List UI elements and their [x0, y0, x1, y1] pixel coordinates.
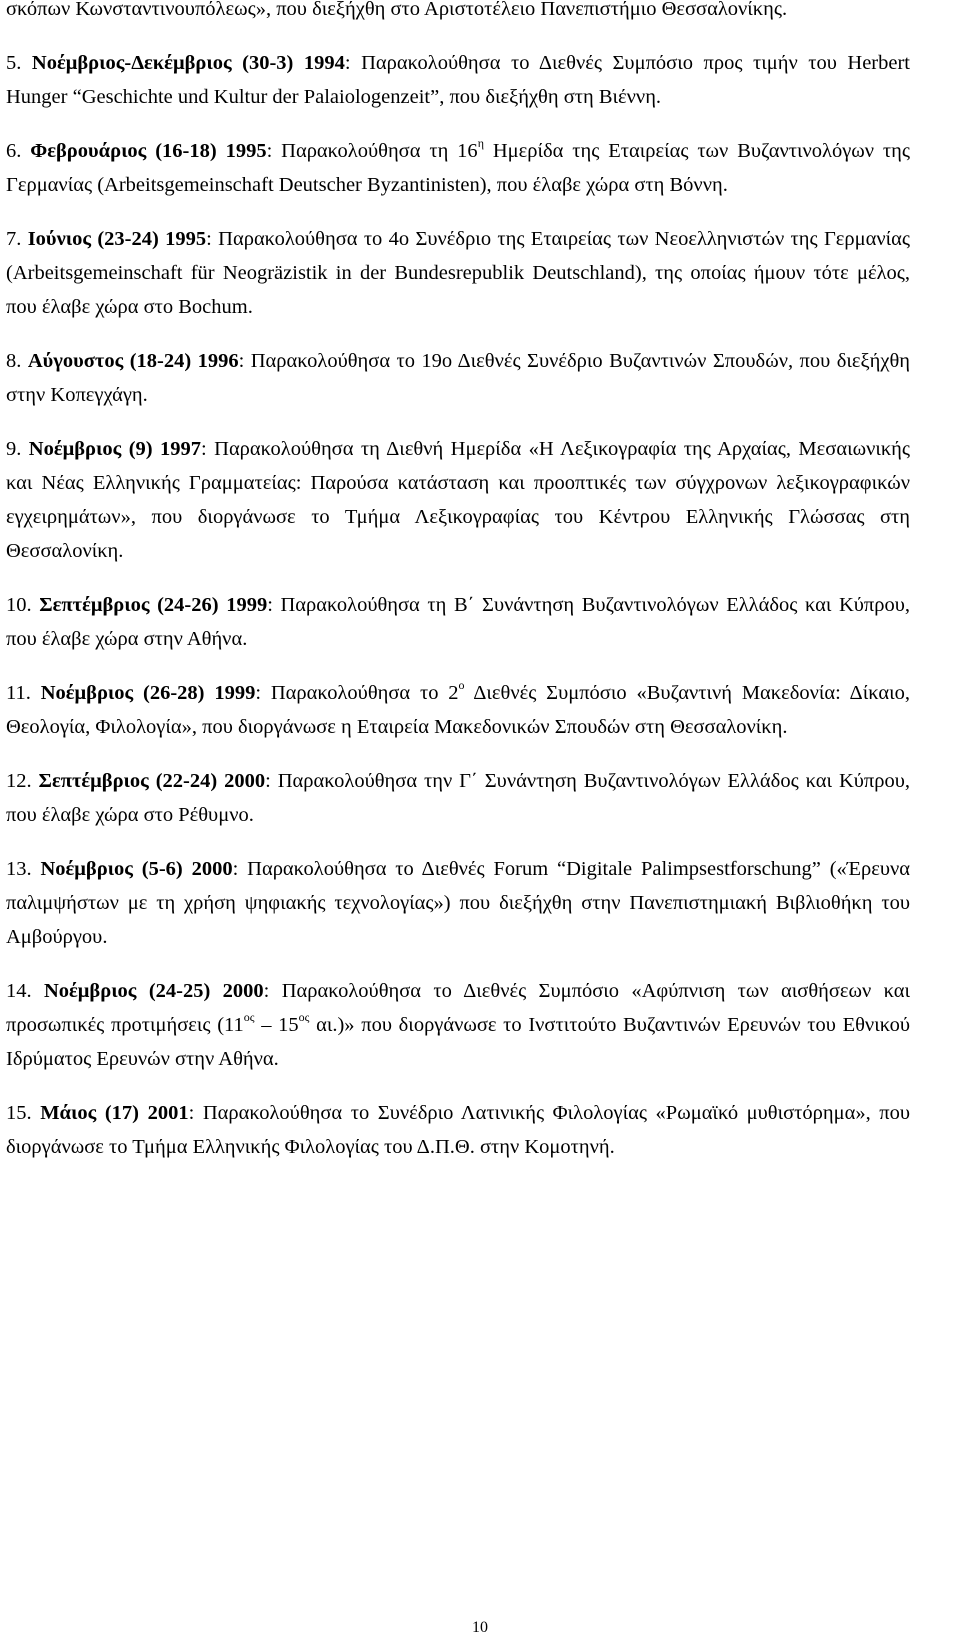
item-text: Ημερίδα της Εταιρείας των Βυζαντινολόγων της Γερμανίας (Arbeitsgemeinschaft Deutscher Byzantinisten), που έλαβε χώρα στη Βόννη.: [6, 140, 911, 196]
list-item: 5. Νοέμβριος-Δεκέμβριος (30-3) 1994: Παρακολούθησα το Διεθνές Συμπόσιο προς τιμήν του Herbert Hunger “Geschichte und Kultur der Palaiologenzeit”, που διεξήχθη στη Βιέννη.: [6, 52, 911, 108]
item-number: 9.: [6, 438, 22, 460]
item-range: (22-24): [155, 770, 218, 792]
ordinal-superscript: ος: [298, 1010, 310, 1025]
item-text: Παρακολούθησα τη Διεθνή Ημερίδα «Η Λεξικογραφία της Αρχαίας, Μεσαιωνικής και Νέας Ελληνικής Γραμματείας: Παρούσα κατάσταση και προοπτικές των σύγχρονων λεξικογραφικών εγχειρημάτων», που διοργάνωσε το Τμήμα Λεξικογραφίας του Κέντρου Ελληνικής Γλώσσας στη Θεσσαλονίκη.: [6, 438, 911, 562]
ordinal-superscript: ος: [243, 1010, 255, 1025]
item-text: Παρακολούθησα το 2: [270, 682, 459, 704]
item-date: Σεπτέμβριος: [39, 594, 150, 616]
item-text: Παρακολούθησα το Διεθνές Συμπόσιο προς τιμήν του Herbert Hunger “Geschichte und Kultur der Palaiologenzeit”, που διεξήχθη στη Βιέννη.: [6, 52, 911, 108]
item-year: 1996: [197, 350, 239, 372]
item-range: (24-26): [157, 594, 219, 616]
item-date: Σεπτέμβριος: [38, 770, 149, 792]
item-number: 7.: [6, 228, 22, 250]
list-item: 12. Σεπτέμβριος (22-24) 2000: Παρακολούθησα την Γ΄ Συνάντηση Βυζαντινολόγων Ελλάδος και Κύπρου, που έλαβε χώρα στο Ρέθυμνο.: [6, 770, 911, 826]
item-text: – 15: [254, 1014, 299, 1036]
list-item: 10. Σεπτέμβριος (24-26) 1999: Παρακολούθησα τη Β΄ Συνάντηση Βυζαντινολόγων Ελλάδος και Κύπρου, που έλαβε χώρα στην Αθήνα.: [6, 594, 911, 650]
item-date: Νοέμβριος-Δεκέμβριος: [31, 52, 232, 74]
item-text: Παρακολούθησα το Διεθνές Forum “Digitale Palimpsestforschung” («Έρευνα παλιμψήστων με τη χρήση ψηφιακής τεχνολογίας») που διεξήχθη στην Πανεπιστημιακή Βιβλιοθήκη του Αμβούργου.: [6, 858, 911, 948]
item-year: 1994: [303, 52, 345, 74]
item-date: Νοέμβριος: [40, 858, 133, 880]
item-text: Παρακολούθησα την Γ΄ Συνάντηση Βυζαντινολόγων Ελλάδος και Κύπρου, που έλαβε χώρα στο Ρέθυμνο.: [6, 770, 911, 826]
item-year: 2000: [224, 770, 266, 792]
item-number: 8.: [6, 350, 22, 372]
item-number: 14.: [6, 980, 32, 1002]
item-year: 1999: [214, 682, 256, 704]
item-range: (9): [128, 438, 153, 460]
item-number: 13.: [6, 858, 32, 880]
item-text: αι.)» που διοργάνωσε το Ινστιτούτο Βυζαντινών Ερευνών του Εθνικού Ιδρύματος Ερευνών στην Αθήνα.: [6, 1014, 910, 1070]
item-date: Μάιος: [40, 1102, 97, 1124]
item-text: Παρακολούθησα τη 16: [281, 140, 478, 162]
item-text: Παρακολούθησα το 4ο Συνέδριο της Εταιρείας των Νεοελληνιστών της Γερμανίας (Arbeitsgemeinschaft für Neogräzistik in der Bundesrepublik Deutschland), της οποίας ήμουν τότε μέλος, που έλαβε χώρα στο Bochum.: [6, 228, 911, 318]
item-text: Παρακολούθησα το Συνέδριο Λατινικής Φιλολογίας «Ρωμαϊκό μυθιστόρημα», που διοργάνωσε το Τμήμα Ελληνικής Φιλολογίας του Δ.Π.Θ. στην Κομοτηνή.: [6, 1102, 911, 1158]
item-year: 1995: [165, 228, 207, 250]
item-number: 6.: [6, 140, 22, 162]
item-date: Νοέμβριος: [43, 980, 137, 1002]
item-number: 5.: [6, 52, 22, 74]
item-range: (16-18): [155, 140, 217, 162]
list-item: 11. Νοέμβριος (26-28) 1999: Παρακολούθησα το $2^o$ Διεθνές Συμπόσιο «Βυζαντινή Μακεδονία: Δίκαιο, Θεολογία, Φιλολογία», που διοργάνωσε η Εταιρεία Μακεδονικών Σπουδών στη Θεσσαλονίκη.: [6, 678, 911, 738]
list-item: 7. Ιούνιος (23-24) 1995: Παρακολούθησα το 4ο Συνέδριο της Εταιρείας των Νεοελληνιστών της Γερμανίας (Arbeitsgemeinschaft für Neogräzistik in der Bundesrepublik Deutschland), της οποίας ήμουν τότε μέλος, που έλαβε χώρα στο Bochum.: [6, 228, 911, 318]
item-range: (17): [104, 1102, 139, 1124]
ordinal-superscript: ο: [458, 678, 465, 693]
item-text: Παρακολούθησα το 19ο Διεθνές Συνέδριο Βυζαντινών Σπουδών, που διεξήχθη στην Κοπεγχάγη.: [6, 350, 911, 406]
item-number: 10.: [6, 594, 32, 616]
item-number: 11.: [6, 682, 31, 704]
item-year: 1997: [160, 438, 202, 460]
item-text: Διεθνές Συμπόσιο «Βυζαντινή Μακεδονία: Δίκαιο, Θεολογία, Φιλολογία», που διοργάνωσε η Εταιρεία Μακεδονικών Σπουδών στη Θεσσαλονίκη.: [6, 682, 911, 738]
list-item: 8. Αύγουστος (18-24) 1996: Παρακολούθησα το 19ο Διεθνές Συνέδριο Βυζαντινών Σπουδών, που διεξήχθη στην Κοπεγχάγη.: [6, 350, 911, 406]
item-date: Ιούνιος: [27, 228, 91, 250]
list-item: 9. Νοέμβριος (9) 1997: Παρακολούθησα τη Διεθνή Ημερίδα «Η Λεξικογραφία της Αρχαίας, Μεσαιωνικής και Νέας Ελληνικής Γραμματείας: Παρούσα κατάσταση και προοπτικές των σύγχρονων λεξικογραφικών εγχειρημάτων», που διοργάνωσε το Τμήμα Λεξικογραφίας του Κέντρου Ελληνικής Γλώσσας στη Θεσσαλονίκη.: [6, 438, 911, 562]
ordinal-superscript: η: [477, 136, 484, 151]
item-range: (30-3): [242, 52, 294, 74]
list-item: 13. Νοέμβριος (5-6) 2000: Παρακολούθησα το Διεθνές Forum “Digitale Palimpsestforschung” («Έρευνα παλιμψήστων με τη χρήση ψηφιακής τεχνολογίας») που διεξήχθη στην Πανεπιστημιακή Βιβλιοθήκη του Αμβούργου.: [6, 858, 911, 948]
list-item: 15. Μάιος (17) 2001: Παρακολούθησα το Συνέδριο Λατινικής Φιλολογίας «Ρωμαϊκό μυθιστόρημα», που διοργάνωσε το Τμήμα Ελληνικής Φιλολογίας του Δ.Π.Θ. στην Κομοτηνή.: [6, 1102, 911, 1158]
list-item: 14. Νοέμβριος (24-25) 2000: Παρακολούθησα το Διεθνές Συμπόσιο «Αφύπνιση των αισθήσεων και προσωπικές προτιμήσεις ($11^{o\varsigma} - 15^{o\varsigma}$ αι.)» που διοργάνωσε το Ινστιτούτο Βυζαντινών Ερευνών του Εθνικού Ιδρύματος Ερευνών στην Αθήνα.: [6, 980, 911, 1070]
item-year: 1995: [225, 140, 267, 162]
item-year: 2001: [147, 1102, 189, 1124]
item-range: (26-28): [143, 682, 205, 704]
item-range: (24-25): [148, 980, 211, 1002]
item-date: Αύγουστος: [27, 350, 124, 372]
item-text: Παρακολούθησα τη Β΄ Συνάντηση Βυζαντινολόγων Ελλάδος και Κύπρου, που έλαβε χώρα στην Αθήνα.: [6, 594, 911, 650]
list-item-continuation: [6, 0, 910, 26]
item-year: 1999: [226, 594, 268, 616]
item-range: (18-24): [129, 350, 192, 372]
item-date: Νοέμβριος: [28, 438, 122, 460]
item-text: Παρακολούθησα το Διεθνές Συμπόσιο «Αφύπνιση των αισθήσεων και προσωπικές προτιμήσεις (11: [6, 980, 911, 1036]
item-year: 2000: [191, 858, 233, 880]
item-range: (5-6): [141, 858, 183, 880]
item-text: σκόπων Κωνσταντινουπόλεως», που διεξήχθη στο Αριστοτέλειο Πανεπιστήμιο Θεσσαλονίκης.: [6, 0, 788, 20]
conference-list: [6, 0, 910, 1184]
item-year: 2000: [222, 980, 264, 1002]
page-number: 10: [472, 1619, 488, 1636]
list-item: 6. Φεβρουάριος (16-18) 1995: Παρακολούθησα τη $16^\eta$ Ημερίδα της Εταιρείας των Βυζαντινολόγων της Γερμανίας (Arbeitsgemeinschaft Deutscher Byzantinisten), που έλαβε χώρα στη Βόννη.: [6, 136, 911, 196]
item-number: 15.: [6, 1102, 32, 1124]
item-range: (23-24): [97, 228, 159, 250]
item-date: Νοέμβριος: [40, 682, 134, 704]
item-number: 12.: [6, 770, 32, 792]
item-date: Φεβρουάριος: [30, 140, 147, 162]
